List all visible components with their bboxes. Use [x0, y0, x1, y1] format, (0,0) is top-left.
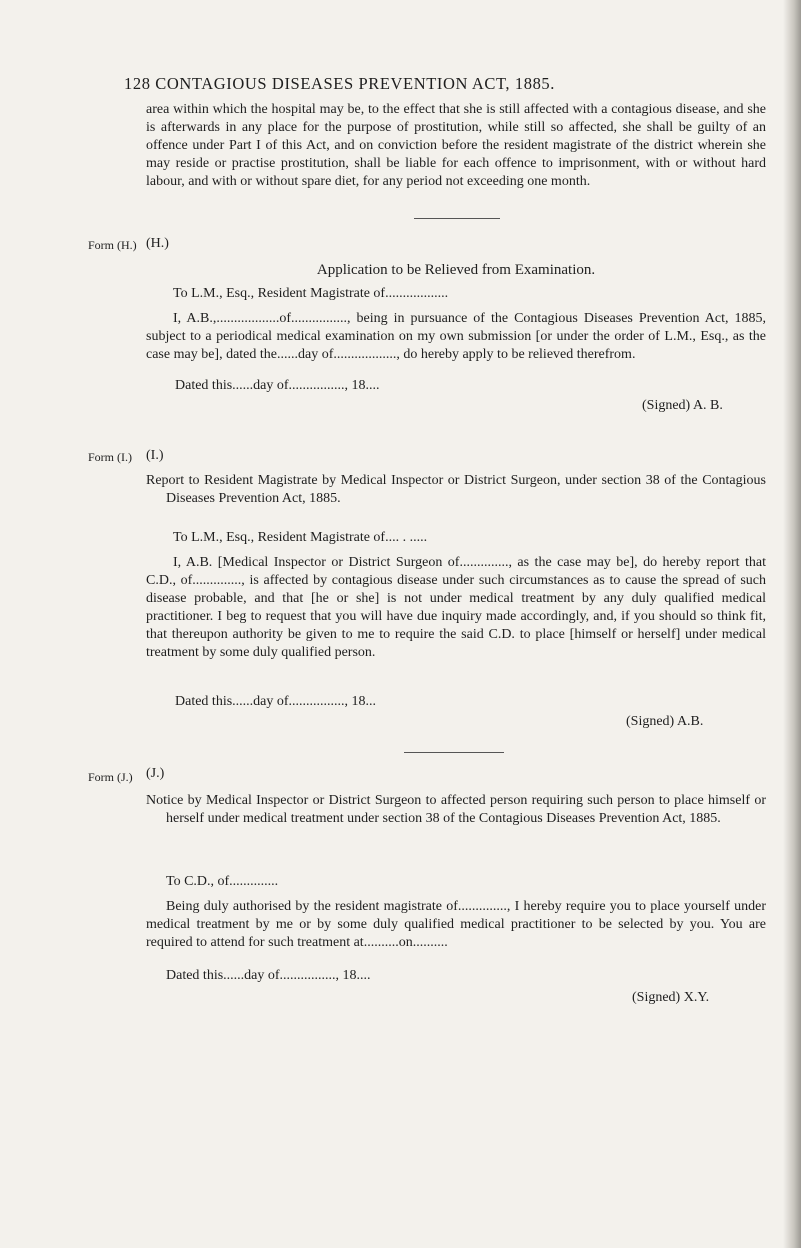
section-divider [404, 752, 504, 753]
intro-paragraph: area within which the hospital may be, to the effect that she is still affected with a contagious disease, and she is afterwards in any place for the purpose of prostitution, while still so affected, she shall be guilty of an offence under Part I of this Act, and on conviction before the resident magistrate of the district wherein she may reside or practise prostitution, shall be liable for each offence to imprisonment, with or without hard labour, and with or without spare diet, for any period not exceeding one month. [146, 102, 766, 189]
form-i-label: (I.) [146, 448, 164, 463]
form-j-dated: Dated this......day of................, 18.... [166, 968, 371, 983]
page-edge-shadow [783, 0, 801, 1248]
form-h-dated: Dated this......day of................, 18.... [175, 378, 380, 393]
section-divider [414, 218, 500, 219]
form-h-label: (H.) [146, 236, 169, 251]
form-j-label: (J.) [146, 766, 165, 781]
margin-label-form-j: Form (J.) [88, 770, 133, 784]
form-j-body: Being duly authorised by the resident magistrate of.............., I hereby require you to place yourself under medical treatment by me or by some duly qualified medical practitioner to be selected by you. You are required to attend for such treatment at..........on.......... [146, 899, 766, 950]
margin-label-form-i: Form (I.) [88, 450, 132, 464]
form-j-title: Notice by Medical Inspector or District Surgeon to affected person requiring such person to place himself or herself under medical treatment under section 38 of the Contagious Diseases Prevention Act, 1885. [146, 793, 766, 826]
page-header: 128 CONTAGIOUS DISEASES PREVENTION ACT, 1885. [124, 74, 556, 93]
form-i-to: To L.M., Esq., Resident Magistrate of.... . ..... [173, 530, 428, 545]
form-h-signed: (Signed) A. B. [642, 398, 723, 413]
form-i-dated: Dated this......day of................, 18... [175, 694, 377, 709]
form-h-title: Application to be Relieved from Examination. [316, 262, 596, 278]
form-i-body: I, A.B. [Medical Inspector or District Surgeon of.............., as the case may be], do hereby report that C.D., of.............., is affected by contagious disease under such circumstances as to cause the spread of such disease probable, and that [he or she] is not under medical treatment by any duly qualified medical practitioner. I beg to request that you will have due inquiry made accordingly, and, if you should so think fit, that thereupon authority be given to me to require the said C.D. to place [himself or herself] under medical treatment by some duly qualified person. [146, 555, 766, 660]
form-i-signed: (Signed) A.B. [626, 714, 704, 729]
form-j-signed: (Signed) X.Y. [632, 990, 710, 1005]
form-i-title: Report to Resident Magistrate by Medical Inspector or District Surgeon, under section 38 of the Contagious Diseases Prevention Act, 1885. [146, 473, 766, 506]
form-h-to: To L.M., Esq., Resident Magistrate of.................. [173, 286, 449, 301]
form-h-body: I, A.B.,..................of................, being in pursuance of the Contagious Diseases Prevention Act, 1885, subject to a periodical medical examination on my own submission [or under the order of L.M., Esq., as the case may be], dated the......day of.................., do hereby apply to be relieved therefrom. [146, 311, 766, 362]
margin-label-form-h: Form (H.) [88, 238, 137, 252]
form-j-to: To C.D., of.............. [166, 874, 279, 889]
